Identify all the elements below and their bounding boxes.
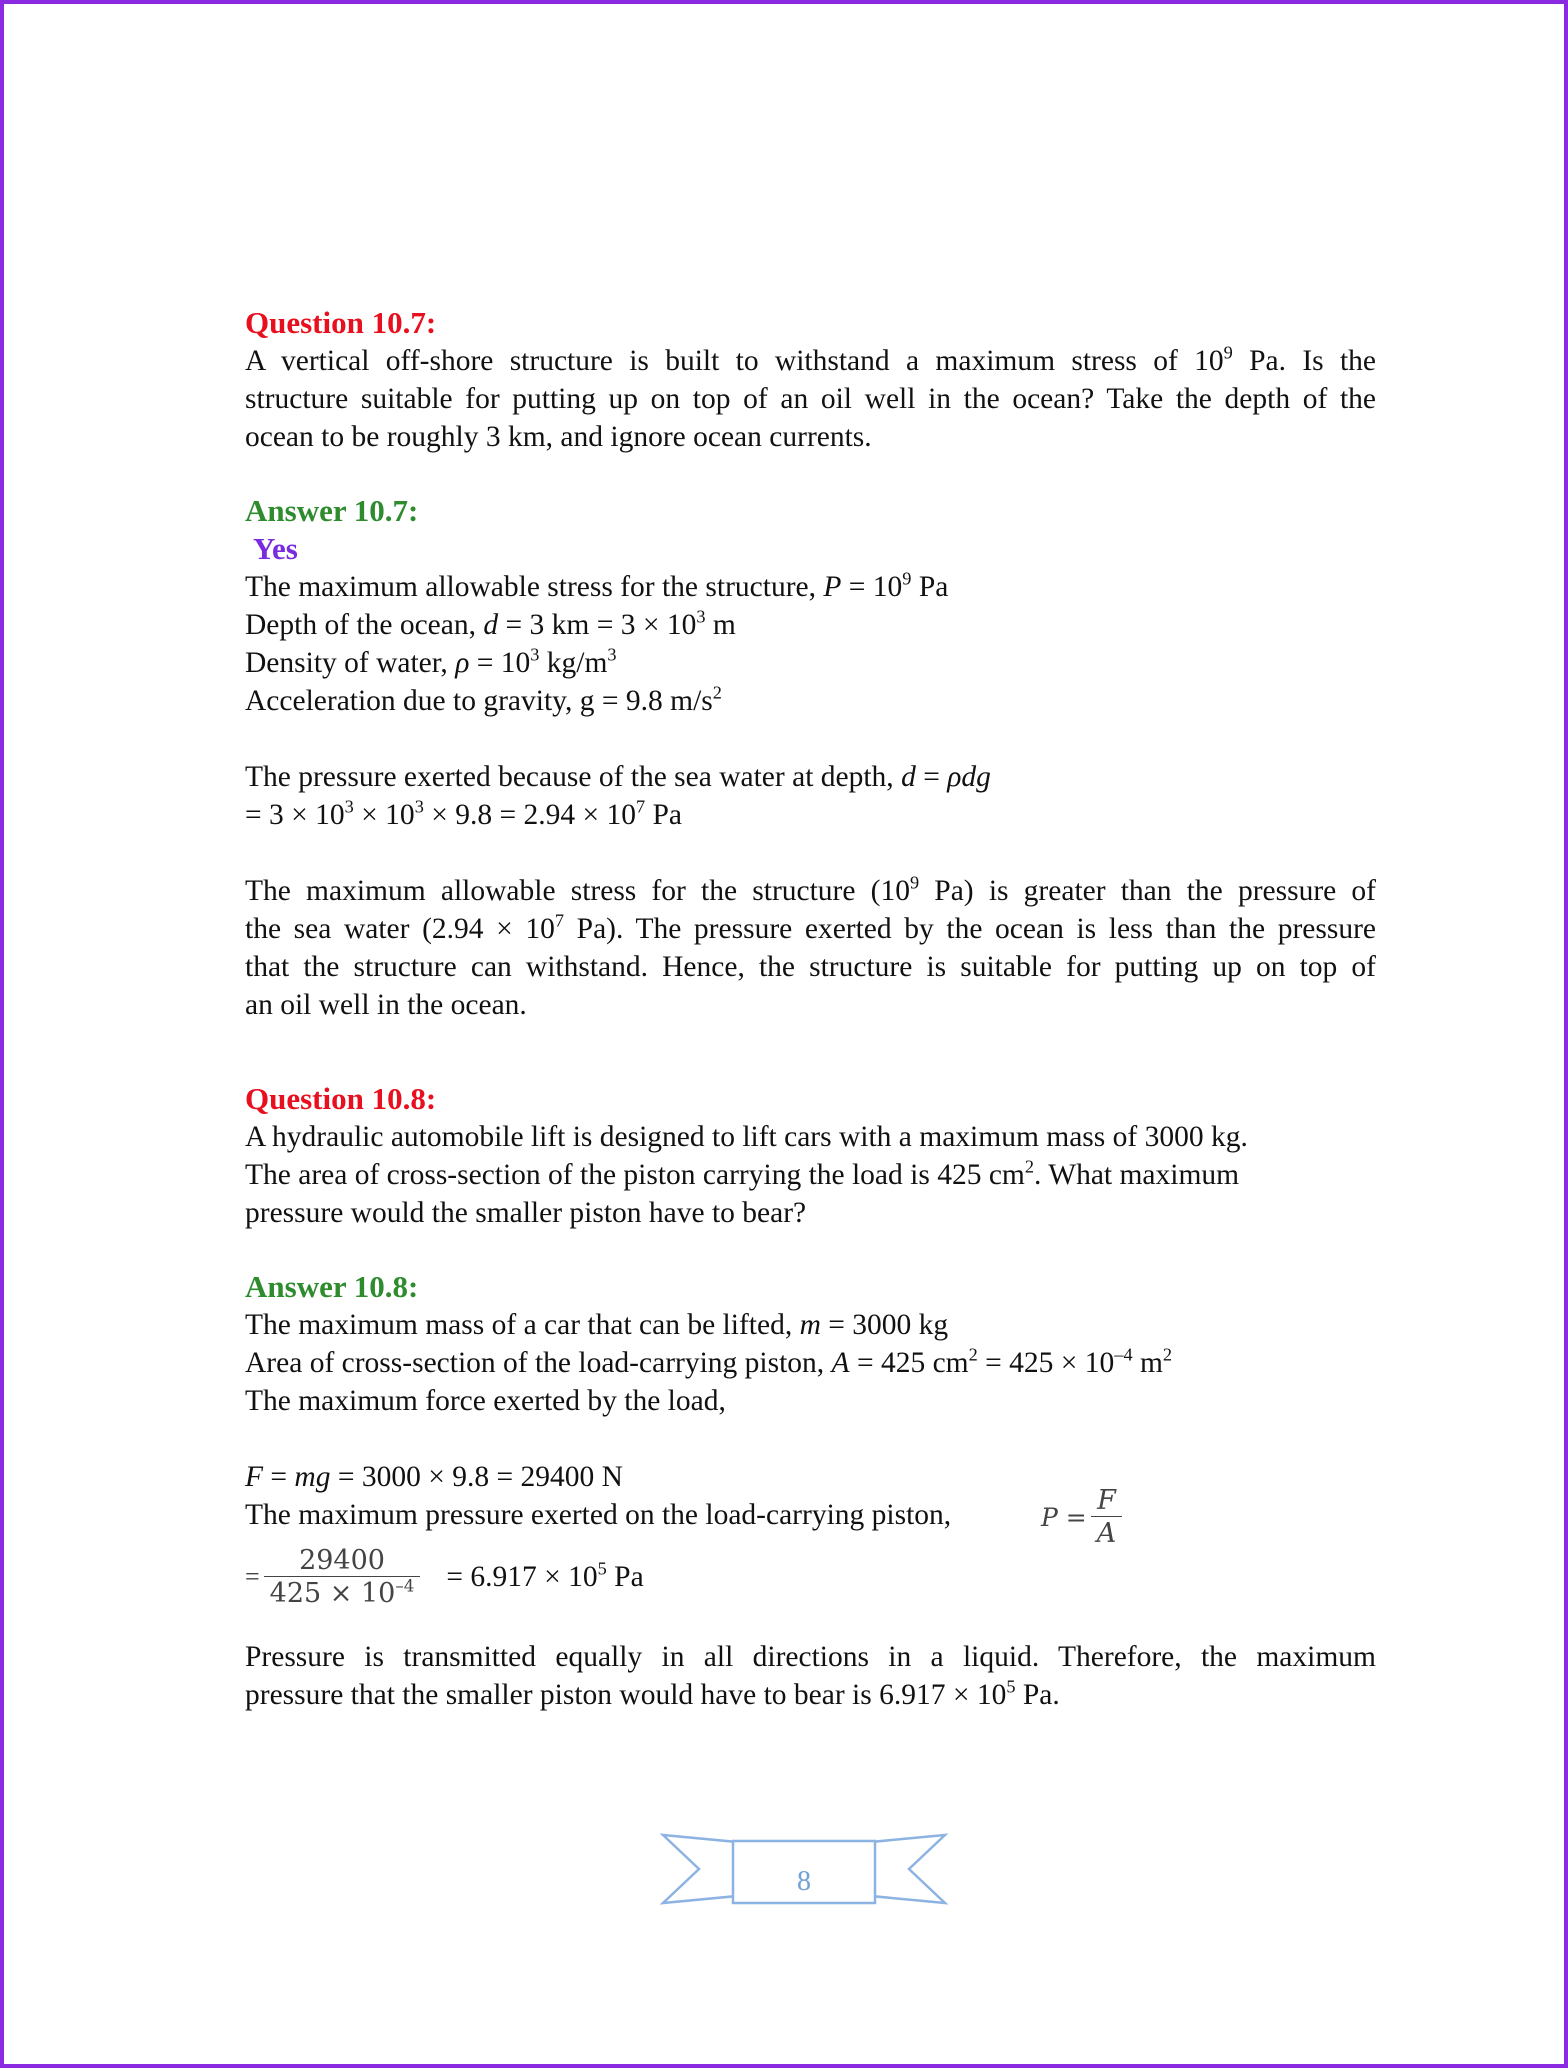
- pressure-lhs: P =: [1041, 1502, 1087, 1532]
- q107-sup: 9: [1223, 342, 1233, 363]
- answer-10-8-heading: Answer 10.8:: [245, 1269, 419, 1304]
- answer-yes: Yes: [253, 531, 298, 566]
- a108-line-2: Area of cross-section of the load-carrying piston, A = 425 $cm^2 = 425 \times 10^{-4}$ $m^2$: [245, 1344, 1173, 1379]
- a108-force-equation: F = mg = 3000 × 9.8 = 29400 N: [245, 1461, 623, 1493]
- a107-line-4: Acceleration due to gravity, g = 9.8 $m/s^2$: [245, 682, 722, 717]
- q108-line-3: pressure would the smaller piston have to bear?: [245, 1197, 807, 1229]
- page-number: 8: [797, 1866, 811, 1897]
- a107-line-6: = $3 \times 10^3 \times 10^3 \times 9.8 = 2.94 \times 10^7$ Pa: [245, 796, 683, 831]
- q108-line-1: A hydraulic automobile lift is designed to lift cars with a maximum mass of 3000 kg.: [245, 1121, 1248, 1153]
- document-body: [245, 304, 1376, 1714]
- calc-fraction: $\frac{29400}{425 \times 10^{-4}}$: [264, 1546, 421, 1609]
- a107-line-2: Depth of the ocean, d = 3 km = $3 \times 10^3$ m: [245, 606, 736, 641]
- q107-line-3: ocean to be roughly 3 km, and ignore ocean currents.: [245, 421, 872, 453]
- a107-conclusion: The maximum allowable stress for the structure ($10^9$ Pa) is greater than the pressure of the sea water ($2.94 \times 10^7$ Pa). The pressure exerted by the ocean is less than the pressure that the structure can withstand. Hence, the structure is suitable for putting up on top of an oil well in the ocean.: [245, 872, 1376, 1021]
- question-10-7-text: [245, 342, 1376, 456]
- question-10-8-text: [245, 1118, 1376, 1232]
- a107-line-1: The maximum allowable stress for the structure, $P = 10^9$ Pa: [245, 568, 949, 603]
- q107-line-2: structure suitable for putting up on top of an oil well in the ocean? Take the depth of the: [245, 383, 1376, 415]
- a108-conclusion: Pressure is transmitted equally in all directions in a liquid. Therefore, the maximum pressure that the smaller piston would have to bear is $6.917 \times 10^5$ Pa.: [245, 1641, 1376, 1711]
- question-10-7-heading: Question 10.7:: [245, 305, 437, 340]
- q108-line-2: The area of cross-section of the piston carrying the load is 425 $cm^2$. What maximum: [245, 1156, 1240, 1191]
- a108-line-1: The maximum mass of a car that can be lifted, m = 3000 kg: [245, 1309, 949, 1341]
- a108-line-3: The maximum force exerted by the load,: [245, 1385, 726, 1417]
- q107-line-1a: A vertical off-shore structure is built to withstand a maximum stress of 10: [245, 345, 1224, 377]
- a107-line-5: The pressure exerted because of the sea water at depth, d = ρdg: [245, 761, 991, 793]
- q107-line-1c: Pa. Is the: [1232, 345, 1377, 377]
- pressure-formula-fraction: $\frac{F}{A}$: [1091, 1486, 1123, 1549]
- question-10-8-heading: Question 10.8:: [245, 1081, 437, 1116]
- a108-calculation: = $\frac{29400}{425 \times 10^{-4}}$ = $6.917 \times 10^5$ Pa: [245, 1544, 644, 1609]
- answer-10-7-heading: Answer 10.7:: [245, 493, 419, 528]
- a108-pressure-line: The maximum pressure exerted on the load-carrying piston, P = $\frac{F}{A}$: [245, 1496, 1376, 1534]
- a107-line-3: Density of water, $\rho = 10^3$ $kg/m^3$: [245, 644, 617, 679]
